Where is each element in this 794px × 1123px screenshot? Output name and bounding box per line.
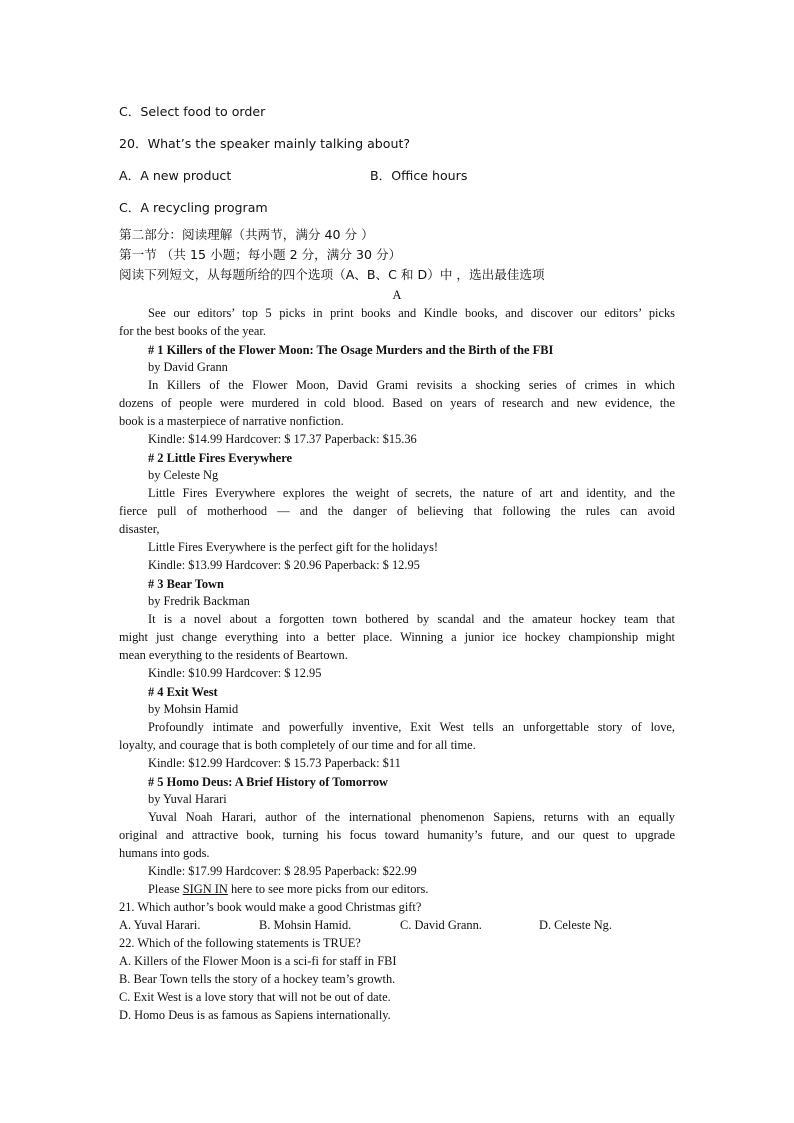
q20-option-b: B．Office hours bbox=[370, 168, 468, 183]
book-desc-line: Little Fires Everywhere is the perfect gift for the holidays! bbox=[148, 540, 439, 554]
q21-option-b: B. Mohsin Hamid. bbox=[259, 918, 352, 932]
signin-line bbox=[148, 880, 675, 898]
q21-question: 21. Which author’s book would make a good Christmas gift? bbox=[119, 900, 422, 914]
part-title: 第二部分：阅读理解（共两节，满分 40 分 ） bbox=[119, 227, 374, 242]
book-desc-line: In Killers of the Flower Moon, David Grami revisits a shocking series of crimes in which bbox=[148, 378, 675, 392]
book-prices: Kindle: $17.99 Hardcover: $ 28.95 Paperback: $22.99 bbox=[148, 864, 417, 878]
q21-option-c: C. David Grann. bbox=[400, 918, 482, 932]
book-author: by Celeste Ng bbox=[148, 468, 219, 482]
q21-option-d: D. Celeste Ng. bbox=[539, 918, 612, 932]
book-title: # 1 Killers of the Flower Moon: The Osage Murders and the Birth of the FBI bbox=[148, 343, 554, 357]
book-title: # 2 Little Fires Everywhere bbox=[148, 451, 293, 465]
book-desc-line: humans into gods. bbox=[119, 846, 210, 860]
q22-option-b: B. Bear Town tells the story of a hockey team’s growth. bbox=[119, 972, 396, 986]
signin-link[interactable]: SIGN IN bbox=[182, 882, 228, 896]
passage-letter: A bbox=[392, 288, 402, 302]
book-desc-line: fierce pull of motherhood — and the danger of believing that following the rules can avoid bbox=[119, 504, 675, 518]
book-prices: Kindle: $12.99 Hardcover: $ 15.73 Paperback: $11 bbox=[148, 756, 401, 770]
q22-option-c: C. Exit West is a love story that will not be out of date. bbox=[119, 990, 391, 1004]
book-desc-line: book is a masterpiece of narrative nonfiction. bbox=[119, 414, 344, 428]
book-author: by Mohsin Hamid bbox=[148, 702, 239, 716]
book-desc-line: Profoundly intimate and powerfully inventive, Exit West tells an unforgettable story of love, bbox=[148, 720, 675, 734]
intro-line-2: for the best books of the year. bbox=[119, 324, 266, 338]
intro-line-1: See our editors’ top 5 picks in print books and Kindle books, and discover our editors’ picks bbox=[148, 306, 675, 320]
book-desc-line: might just change everything into a better place. Winning a junior ice hockey championship might bbox=[119, 630, 675, 644]
book-desc-line: original and attractive book, turning his focus toward humanity’s future, and our quest to upgrade bbox=[119, 828, 675, 842]
book-desc-line: Yuval Noah Harari, author of the international phenomenon Sapiens, returns with an equally bbox=[148, 810, 675, 824]
book-title: # 3 Bear Town bbox=[148, 577, 224, 591]
q22-question: 22. Which of the following statements is TRUE? bbox=[119, 936, 361, 950]
book-desc-line: dozens of people were murdered in cold blood. Based on years of research and new evidence, the bbox=[119, 396, 675, 410]
q20-option-a: A．A new product bbox=[119, 168, 232, 183]
q20-question: 20．What’s the speaker mainly talking about? bbox=[119, 136, 411, 151]
book-author: by Yuval Harari bbox=[148, 792, 227, 806]
section-title: 第一节 （共 15 小题；每小题 2 分，满分 30 分） bbox=[119, 247, 402, 262]
book-desc-line: loyalty, and courage that is both completely of our time and for all time. bbox=[119, 738, 476, 752]
q20-option-c: C．A recycling program bbox=[119, 200, 268, 215]
q21-option-a: A. Yuval Harari. bbox=[119, 918, 201, 932]
book-author: by David Grann bbox=[148, 360, 228, 374]
q22-option-d: D. Homo Deus is as famous as Sapiens internationally. bbox=[119, 1008, 391, 1022]
book-desc-line: It is a novel about a forgotten town bothered by scandal and the amateur hockey team that bbox=[148, 612, 675, 626]
book-title: # 5 Homo Deus: A Brief History of Tomorrow bbox=[148, 775, 388, 789]
book-prices: Kindle: $13.99 Hardcover: $ 20.96 Paperback: $ 12.95 bbox=[148, 558, 420, 572]
book-desc-line: disaster, bbox=[119, 522, 160, 536]
book-desc-line: Little Fires Everywhere explores the weight of secrets, the nature of art and identity, and the bbox=[148, 486, 675, 500]
signin-pre: Please bbox=[148, 882, 183, 896]
q22-option-a: A. Killers of the Flower Moon is a sci-fi for staff in FBI bbox=[119, 954, 397, 968]
book-prices: Kindle: $10.99 Hardcover: $ 12.95 bbox=[148, 666, 322, 680]
book-prices: Kindle: $14.99 Hardcover: $ 17.37 Paperback: $15.36 bbox=[148, 432, 417, 446]
book-title: # 4 Exit West bbox=[148, 685, 218, 699]
book-desc-line: mean everything to the residents of Beartown. bbox=[119, 648, 348, 662]
signin-post: here to see more picks from our editors. bbox=[227, 882, 429, 896]
instruction: 阅读下列短文，从每题所给的四个选项（A、B、C 和 D）中 ，选出最佳选项 bbox=[119, 267, 545, 282]
q19-option-c: C．Select food to order bbox=[119, 104, 266, 119]
book-author: by Fredrik Backman bbox=[148, 594, 250, 608]
